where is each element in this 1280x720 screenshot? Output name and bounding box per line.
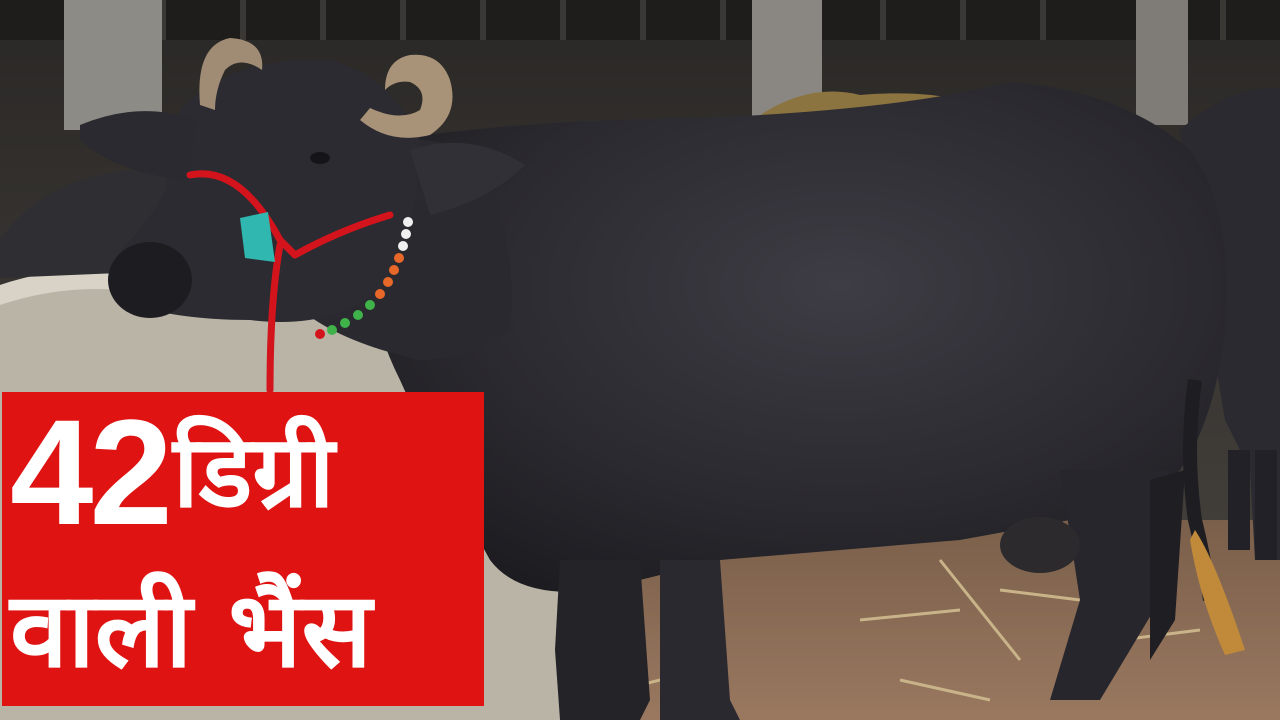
caption-line-1: [10, 388, 480, 556]
title-caption-box: [2, 388, 484, 706]
buffalo-eye: [310, 152, 330, 164]
caption-number: 42: [10, 388, 169, 556]
pillar-left: [64, 0, 162, 130]
caption-degree-word: डिग्री: [172, 413, 335, 530]
buffalo-leg-front: [555, 560, 650, 720]
buffalo-udder: [1000, 517, 1080, 573]
caption-line-2: वाली भैंस: [10, 569, 372, 691]
pillar-right: [1136, 0, 1188, 125]
buffalo-muzzle: [108, 242, 192, 318]
